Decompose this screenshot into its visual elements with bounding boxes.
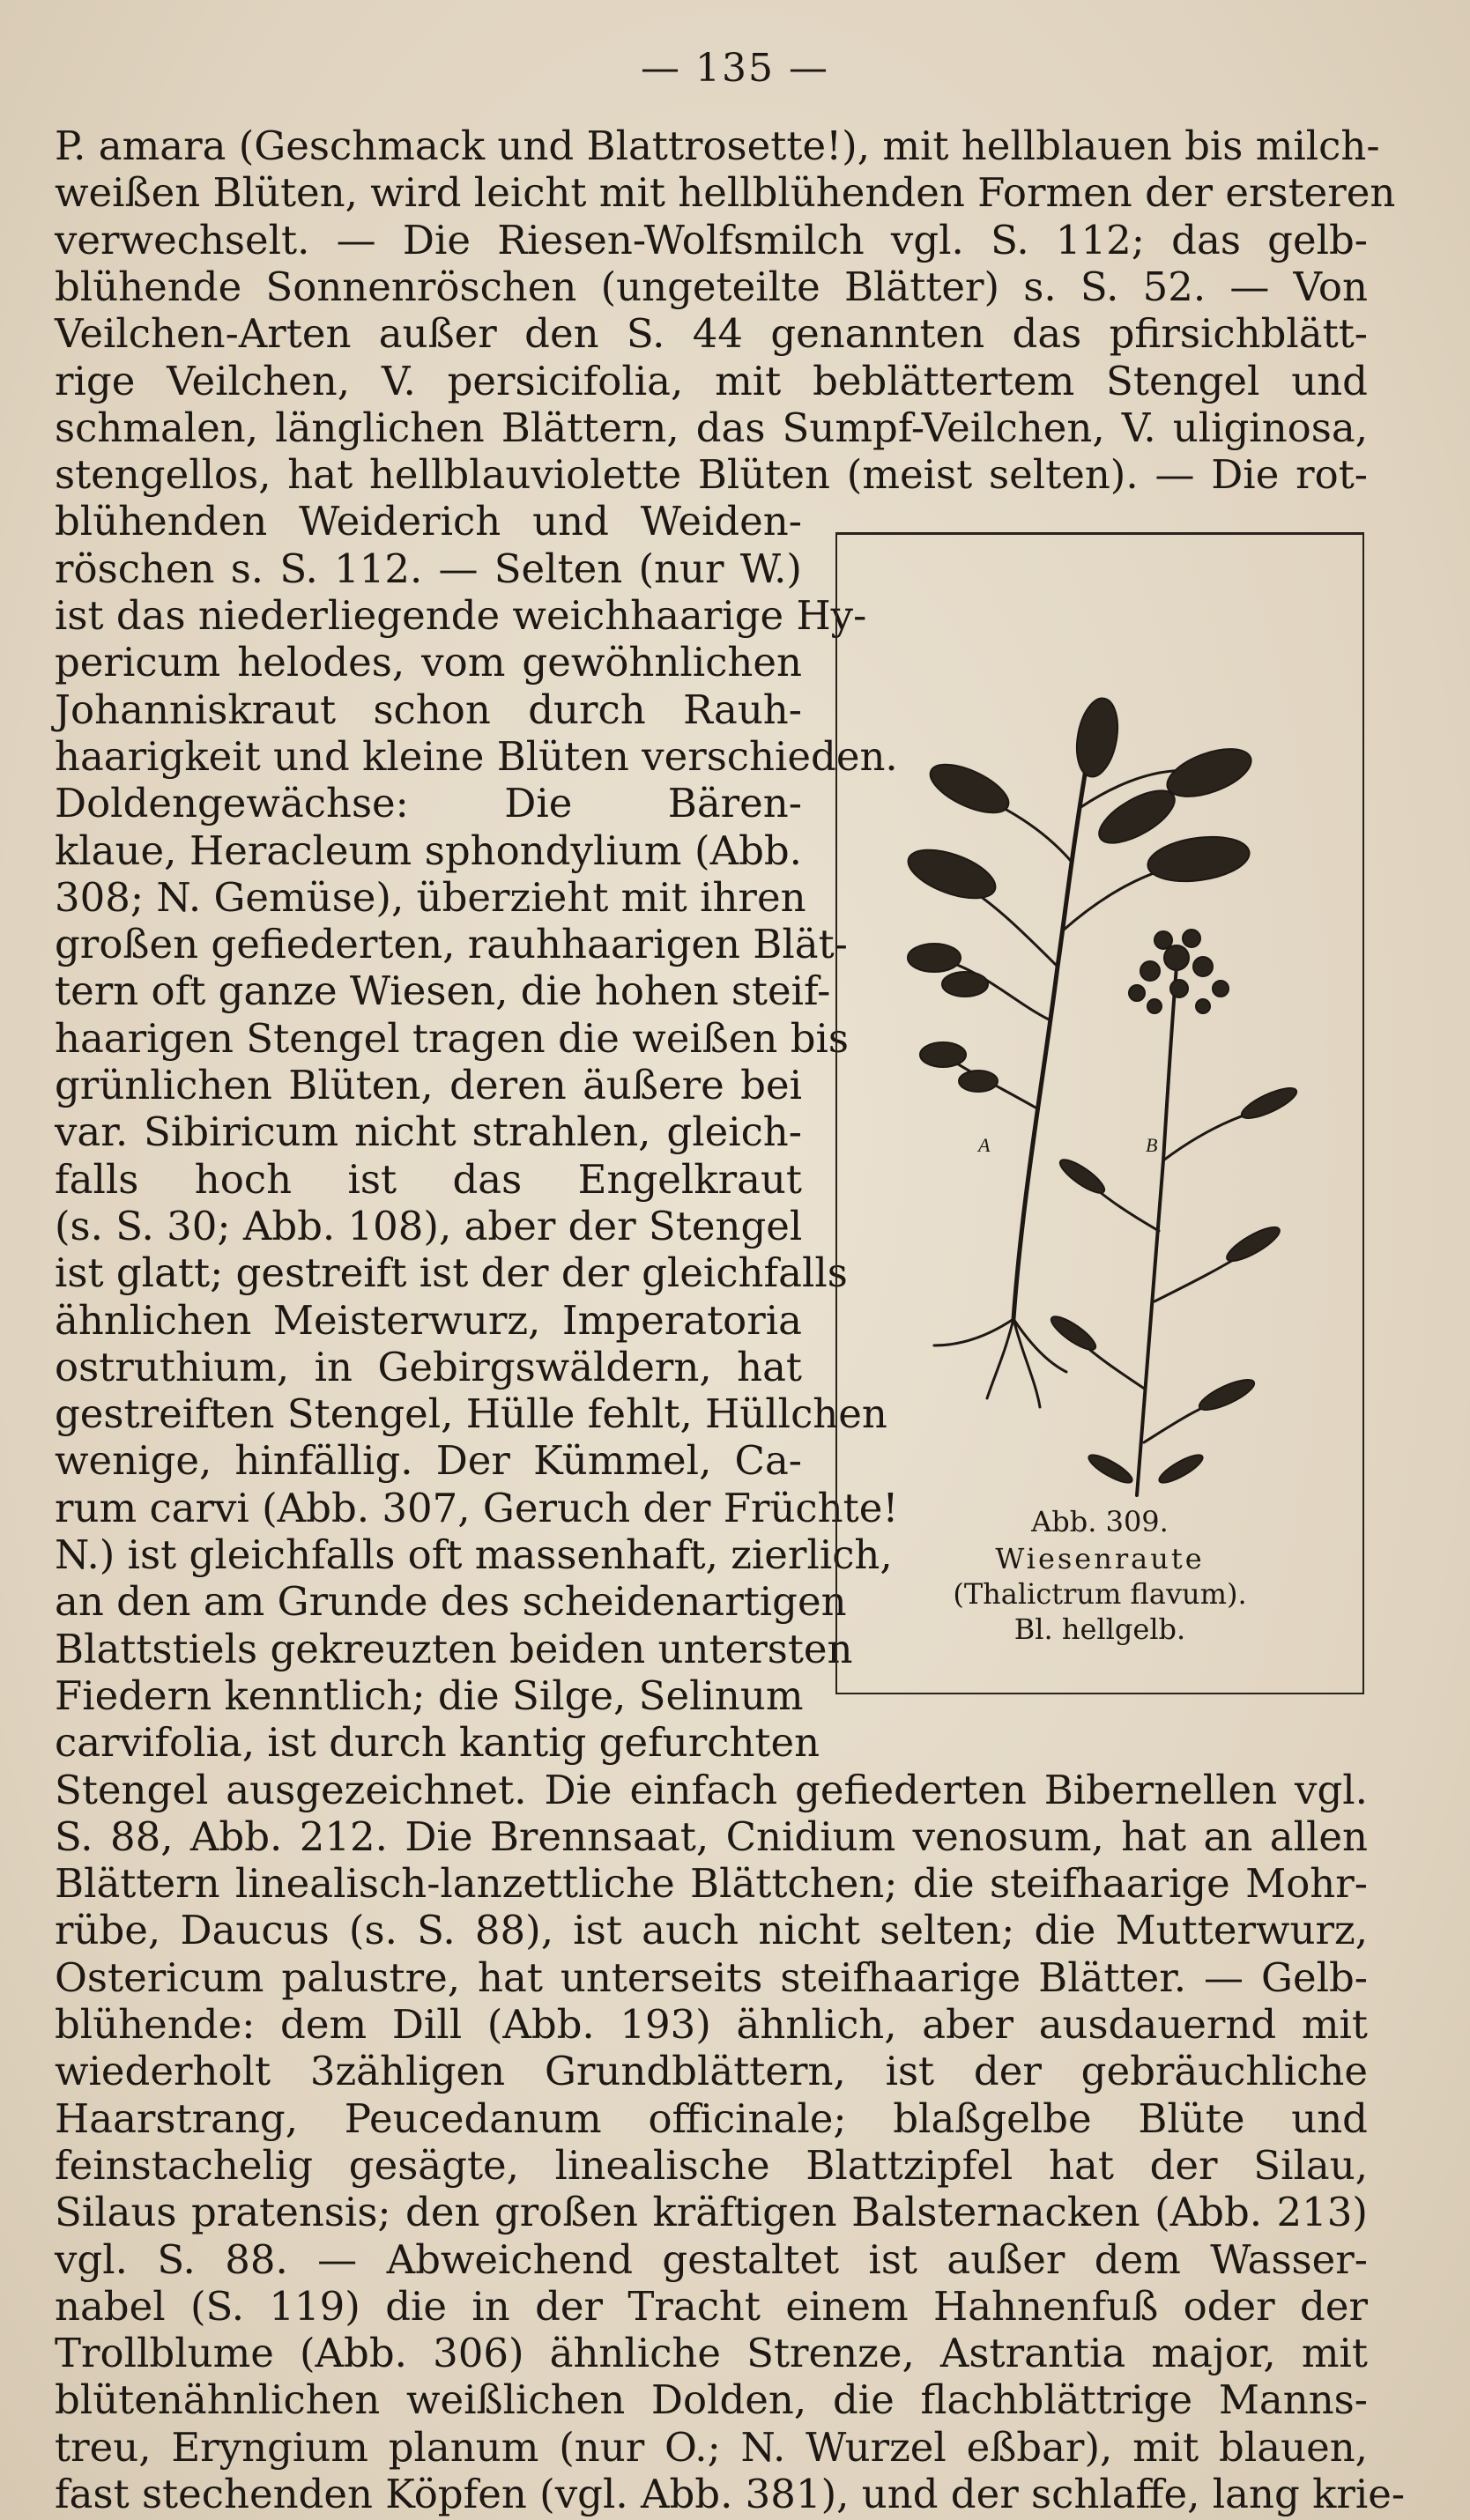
text-line: (s. S. 30; Abb. 108), aber der Stengel <box>55 1203 803 1249</box>
text-line: blühenden Weiderich und Weiden- <box>55 498 802 545</box>
text-line: Trollblume (Abb. 306) ähnliche Strenze, Astrantia major, mit <box>55 2330 1368 2376</box>
text-line: haarigen Stengel tragen die weißen bis <box>55 1015 850 1062</box>
text-line: feinstachelig gesägte, linealische Blattzipfel hat der Silau, <box>55 2142 1368 2189</box>
text-line: 308; N. Gemüse), überzieht mit ihren <box>55 874 806 921</box>
text-line: wenige, hinfällig. Der Kümmel, Ca- <box>55 1437 802 1484</box>
text-line: klaue, Heracleum sphondylium (Abb. <box>55 827 802 874</box>
text-line: ostruthium, in Gebirgswäldern, hat <box>55 1344 802 1390</box>
text-line: Stengel ausgezeichnet. Die einfach gefiederten Bibernellen vgl. <box>55 1767 1368 1813</box>
text-line: fast stechenden Köpfen (vgl. Abb. 381), und der schlaffe, lang krie- <box>55 2471 1406 2517</box>
text-line: großen gefiederten, rauhhaarigen Blät- <box>55 921 848 967</box>
text-line: ähnlichen Meisterwurz, Imperatoria <box>55 1297 802 1344</box>
text-line: blütenähnlichen weißlichen Dolden, die flachblättrige Manns- <box>55 2376 1368 2423</box>
text-line: ist das niederliegende weichhaarige Hy- <box>55 592 867 639</box>
text-line: an den am Grunde des scheidenartigen <box>55 1578 847 1625</box>
text-line: rige Veilchen, V. persicifolia, mit beblättertem Stengel und <box>55 358 1368 404</box>
text-line: var. Sibiricum nicht strahlen, gleich- <box>55 1108 802 1155</box>
figure-latin: (Thalictrum flavum). <box>953 1577 1247 1611</box>
text-line: gestreiften Stengel, Hülle fehlt, Hüllchen <box>55 1390 887 1437</box>
figure-bloom: Bl. hellgelb. <box>1013 1612 1186 1646</box>
text-line: Haarstrang, Peucedanum officinale; blaßgelbe Blüte und <box>55 2095 1368 2142</box>
text-line: verwechselt. — Die Riesen-Wolfsmilch vgl. S. 112; das gelb- <box>55 217 1368 263</box>
text-line: Silaus pratensis; den großen kräftigen Balsternacken (Abb. 213) <box>55 2189 1368 2235</box>
text-line: Blättern linealisch-lanzettliche Blättchen; die steifhaarige Mohr- <box>55 1860 1368 1907</box>
page-number: — 135 — <box>641 46 829 91</box>
text-line: blühende: dem Dill (Abb. 193) ähnlich, aber ausdauernd mit <box>55 2001 1368 2048</box>
text-line: Johanniskraut schon durch Rauh- <box>55 686 802 733</box>
text-line: S. 88, Abb. 212. Die Brennsaat, Cnidium venosum, hat an allen <box>55 1813 1368 1860</box>
text-line: N.) ist gleichfalls oft massenhaft, zierlich, <box>55 1531 893 1578</box>
text-line: grünlichen Blüten, deren äußere bei <box>55 1062 802 1108</box>
text-line: wiederholt 3zähligen Grundblättern, ist der gebräuchliche <box>55 2048 1368 2094</box>
text-line: falls hoch ist das Engelkraut <box>55 1156 802 1203</box>
figure-label-b: B <box>1146 1134 1158 1156</box>
text-line: vgl. S. 88. — Abweichend gestaltet ist außer dem Wasser- <box>55 2236 1368 2283</box>
text-line: tern oft ganze Wiesen, die hohen steif- <box>55 967 831 1014</box>
text-line: treu, Eryngium planum (nur O.; N. Wurzel eßbar), mit blauen, <box>55 2424 1368 2471</box>
figure-label-a: A <box>978 1134 991 1156</box>
figure-309 <box>835 533 1364 1694</box>
text-line: Doldengewächse: Die Bären- <box>55 780 802 826</box>
text-line: Blattstiels gekreuzten beiden untersten <box>55 1626 853 1672</box>
text-line: weißen Blüten, wird leicht mit hellblühenden Formen der ersteren <box>55 169 1396 216</box>
figure-number: Abb. 309. <box>1031 1505 1169 1538</box>
text-line: röschen s. S. 112. — Selten (nur W.) <box>55 545 802 592</box>
text-line: Veilchen-Arten außer den S. 44 genannten das pfirsichblätt- <box>55 310 1368 357</box>
text-line: carvifolia, ist durch kantig gefurchten <box>55 1719 820 1766</box>
meadow-rue-illustration <box>881 702 1322 1531</box>
text-line: haarigkeit und kleine Blüten verschieden. <box>55 733 898 780</box>
text-line: P. amara (Geschmack und Blattrosette!), mit hellblauen bis milch- <box>55 122 1380 169</box>
text-line: blühende Sonnenröschen (ungeteilte Blätter) s. S. 52. — Von <box>55 263 1368 310</box>
figure-name: Wiesenraute <box>995 1542 1205 1575</box>
text-line: nabel (S. 119) die in der Tracht einem Hahnenfuß oder der <box>55 2283 1368 2330</box>
text-line: schmalen, länglichen Blättern, das Sumpf-Veilchen, V. uliginosa, <box>55 404 1368 451</box>
text-line: rübe, Daucus (s. S. 88), ist auch nicht selten; die Mutterwurz, <box>55 1907 1368 1953</box>
text-line: pericum helodes, vom gewöhnlichen <box>55 639 802 686</box>
text-line: rum carvi (Abb. 307, Geruch der Früchte! <box>55 1485 899 1531</box>
text-line: Ostericum palustre, hat unterseits steifhaarige Blätter. — Gelb- <box>55 1954 1368 2001</box>
text-line: stengellos, hat hellblauviolette Blüten (meist selten). — Die rot- <box>55 451 1368 498</box>
text-line: ist glatt; gestreift ist der der gleichfalls <box>55 1249 848 1296</box>
text-line: Fiedern kenntlich; die Silge, Selinum <box>55 1672 804 1719</box>
